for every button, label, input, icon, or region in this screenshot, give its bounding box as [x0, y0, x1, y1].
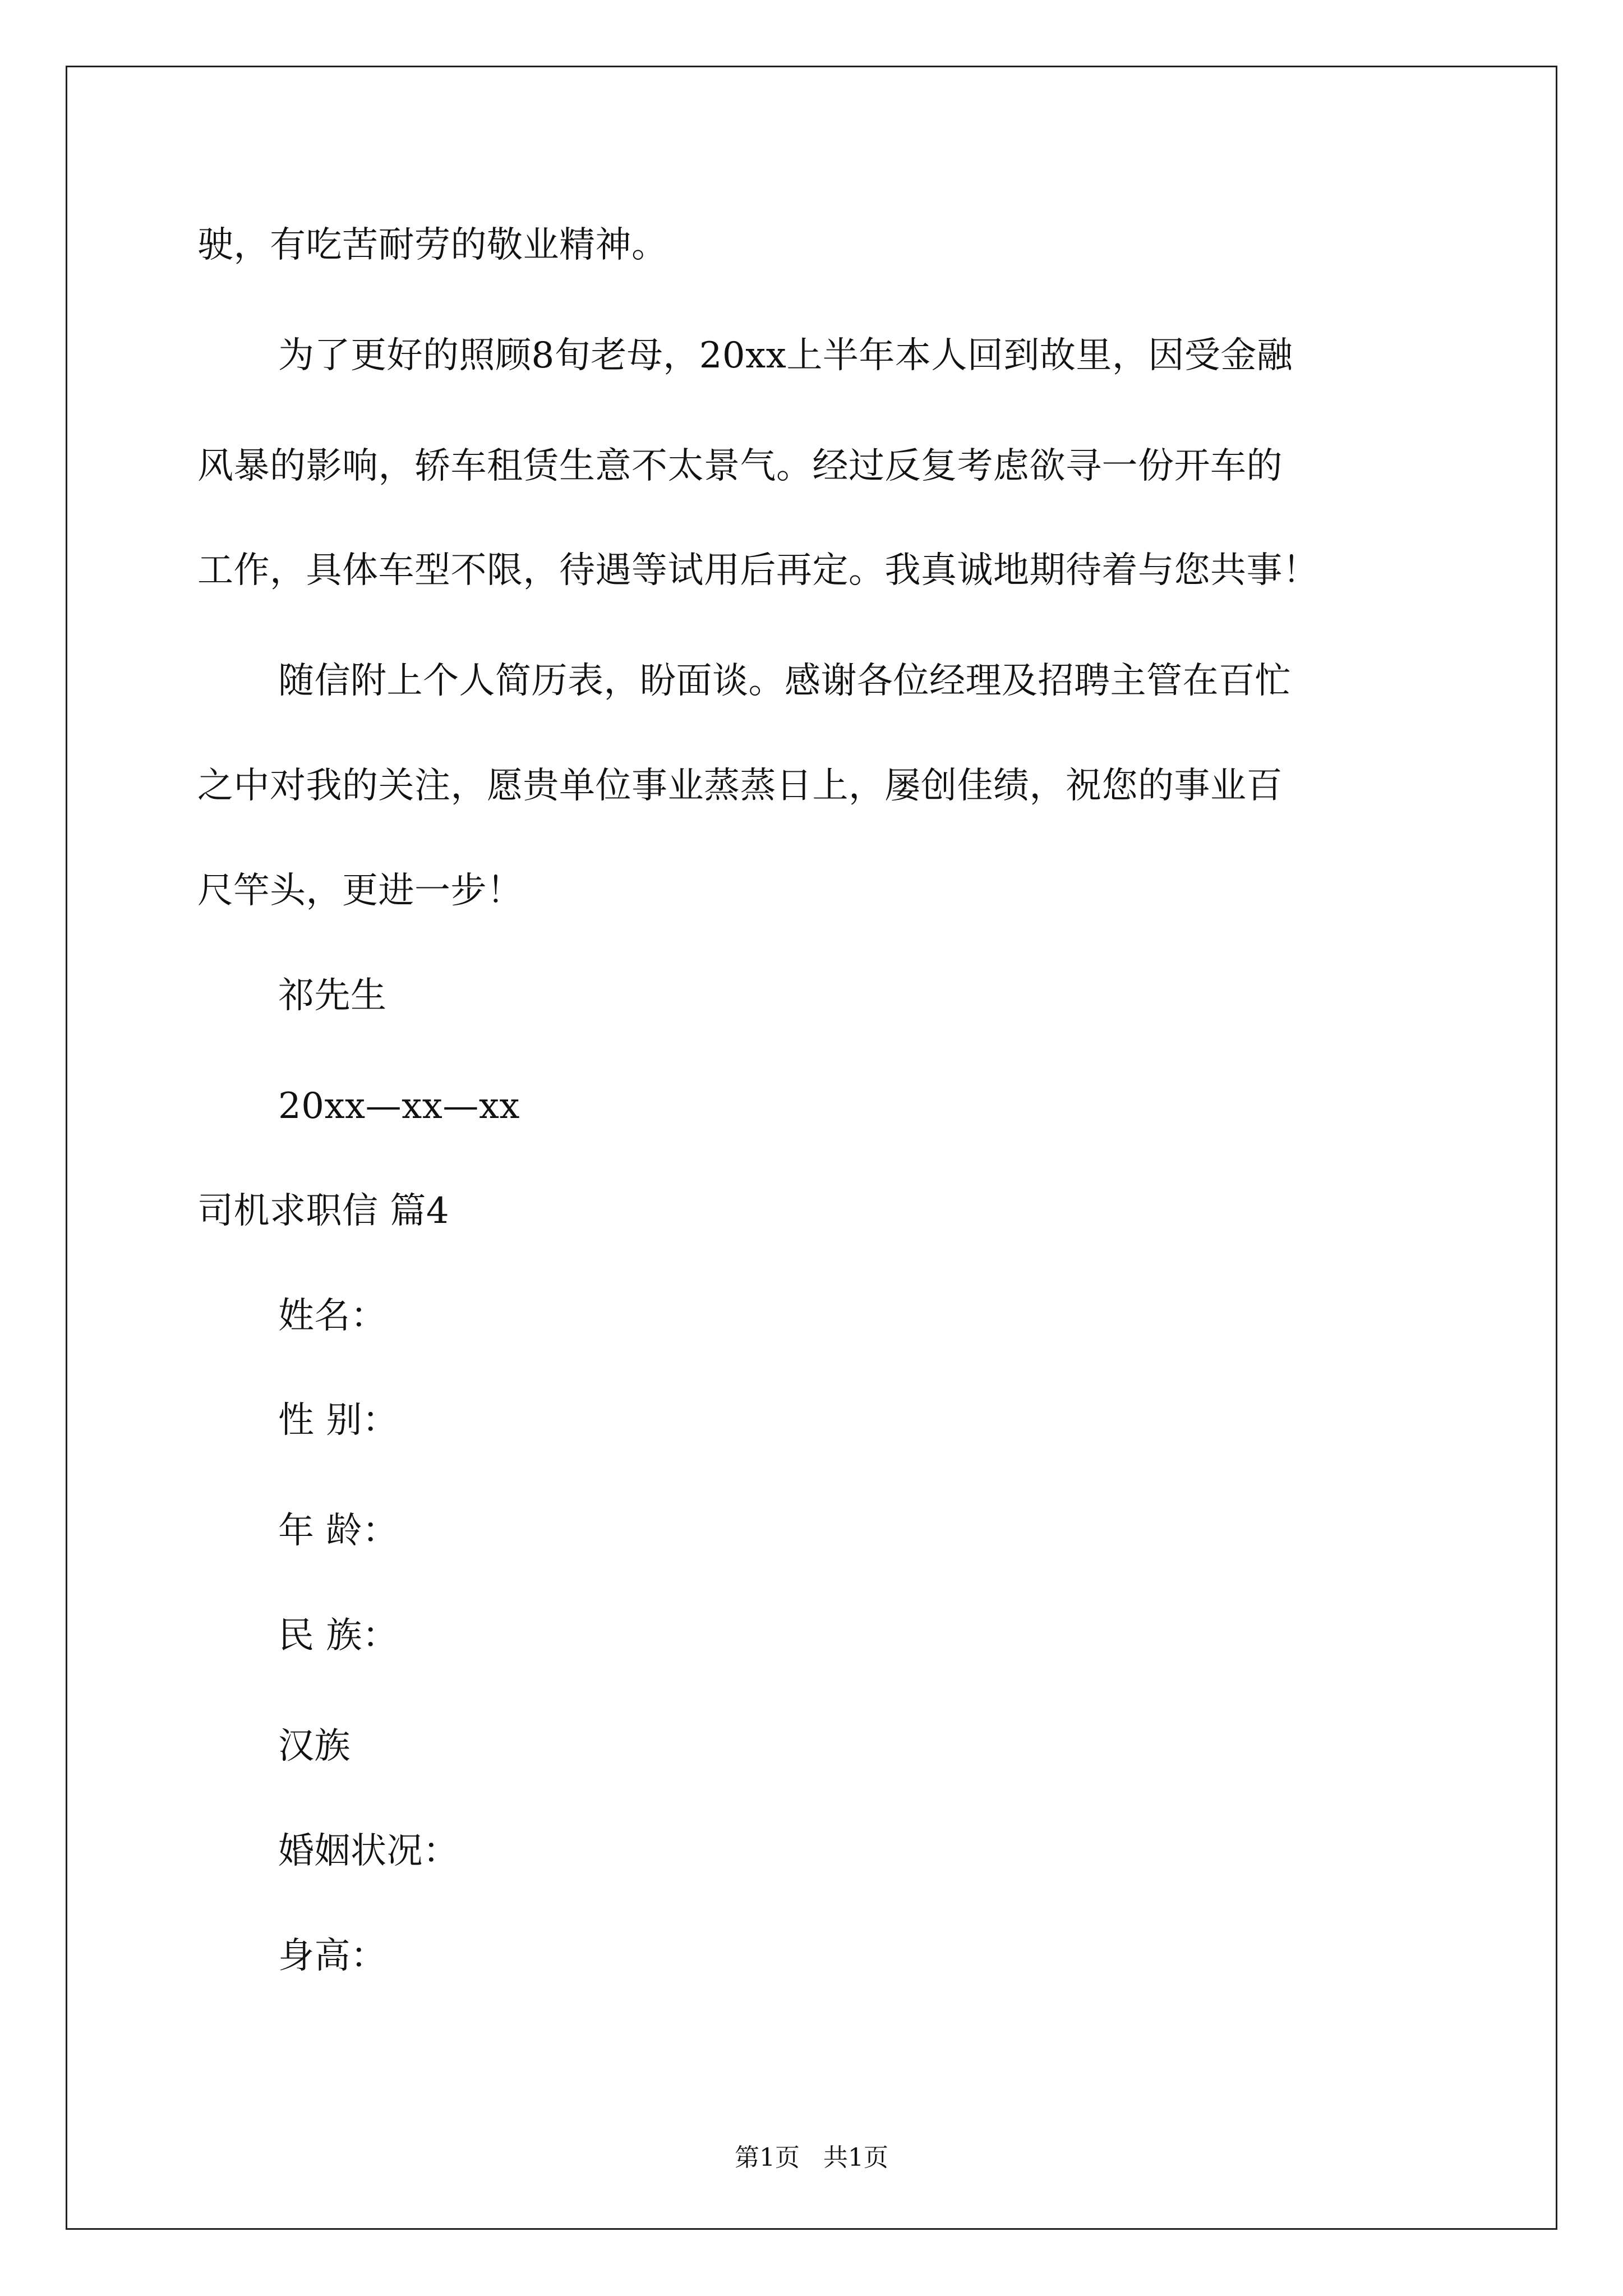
field-ethnicity-value: 汉族: [278, 1726, 351, 1767]
section-title: 司机求职信 篇4: [197, 1190, 450, 1232]
signature-name: 祁先生: [278, 975, 387, 1016]
signature-date: 20xx—xx—xx: [278, 1085, 520, 1127]
paragraph-line: 随信附上个人简历表，盼面谈。感谢各位经理及招聘主管在百忙: [278, 660, 1291, 702]
field-marital-status: 婚姻状况：: [278, 1830, 459, 1872]
page-footer: 第1页 共1页: [735, 2143, 888, 2172]
field-age: 年 龄：: [278, 1510, 399, 1552]
field-gender: 性 别：: [278, 1400, 399, 1441]
paragraph-line: 为了更好的照顾8旬老母，20xx上半年本人回到故里，因受金融: [278, 335, 1293, 376]
paragraph-line: 驶，有吃苦耐劳的敬业精神。: [197, 224, 668, 266]
paragraph-line: 风暴的影响，轿车租赁生意不太景气。经过反复考虑欲寻一份开车的: [197, 445, 1283, 487]
field-name: 姓名：: [278, 1295, 387, 1337]
field-ethnicity: 民 族：: [278, 1615, 399, 1657]
paragraph-line: 尺竿头，更进一步！: [197, 870, 523, 912]
paragraph-line: 工作，具体车型不限，待遇等试用后再定。我真诚地期待着与您共事！: [197, 550, 1319, 591]
field-height: 身高：: [278, 1935, 387, 1977]
paragraph-line: 之中对我的关注，愿贵单位事业蒸蒸日上，屡创佳绩，祝您的事业百: [197, 765, 1283, 807]
page-border: [66, 66, 1557, 2230]
